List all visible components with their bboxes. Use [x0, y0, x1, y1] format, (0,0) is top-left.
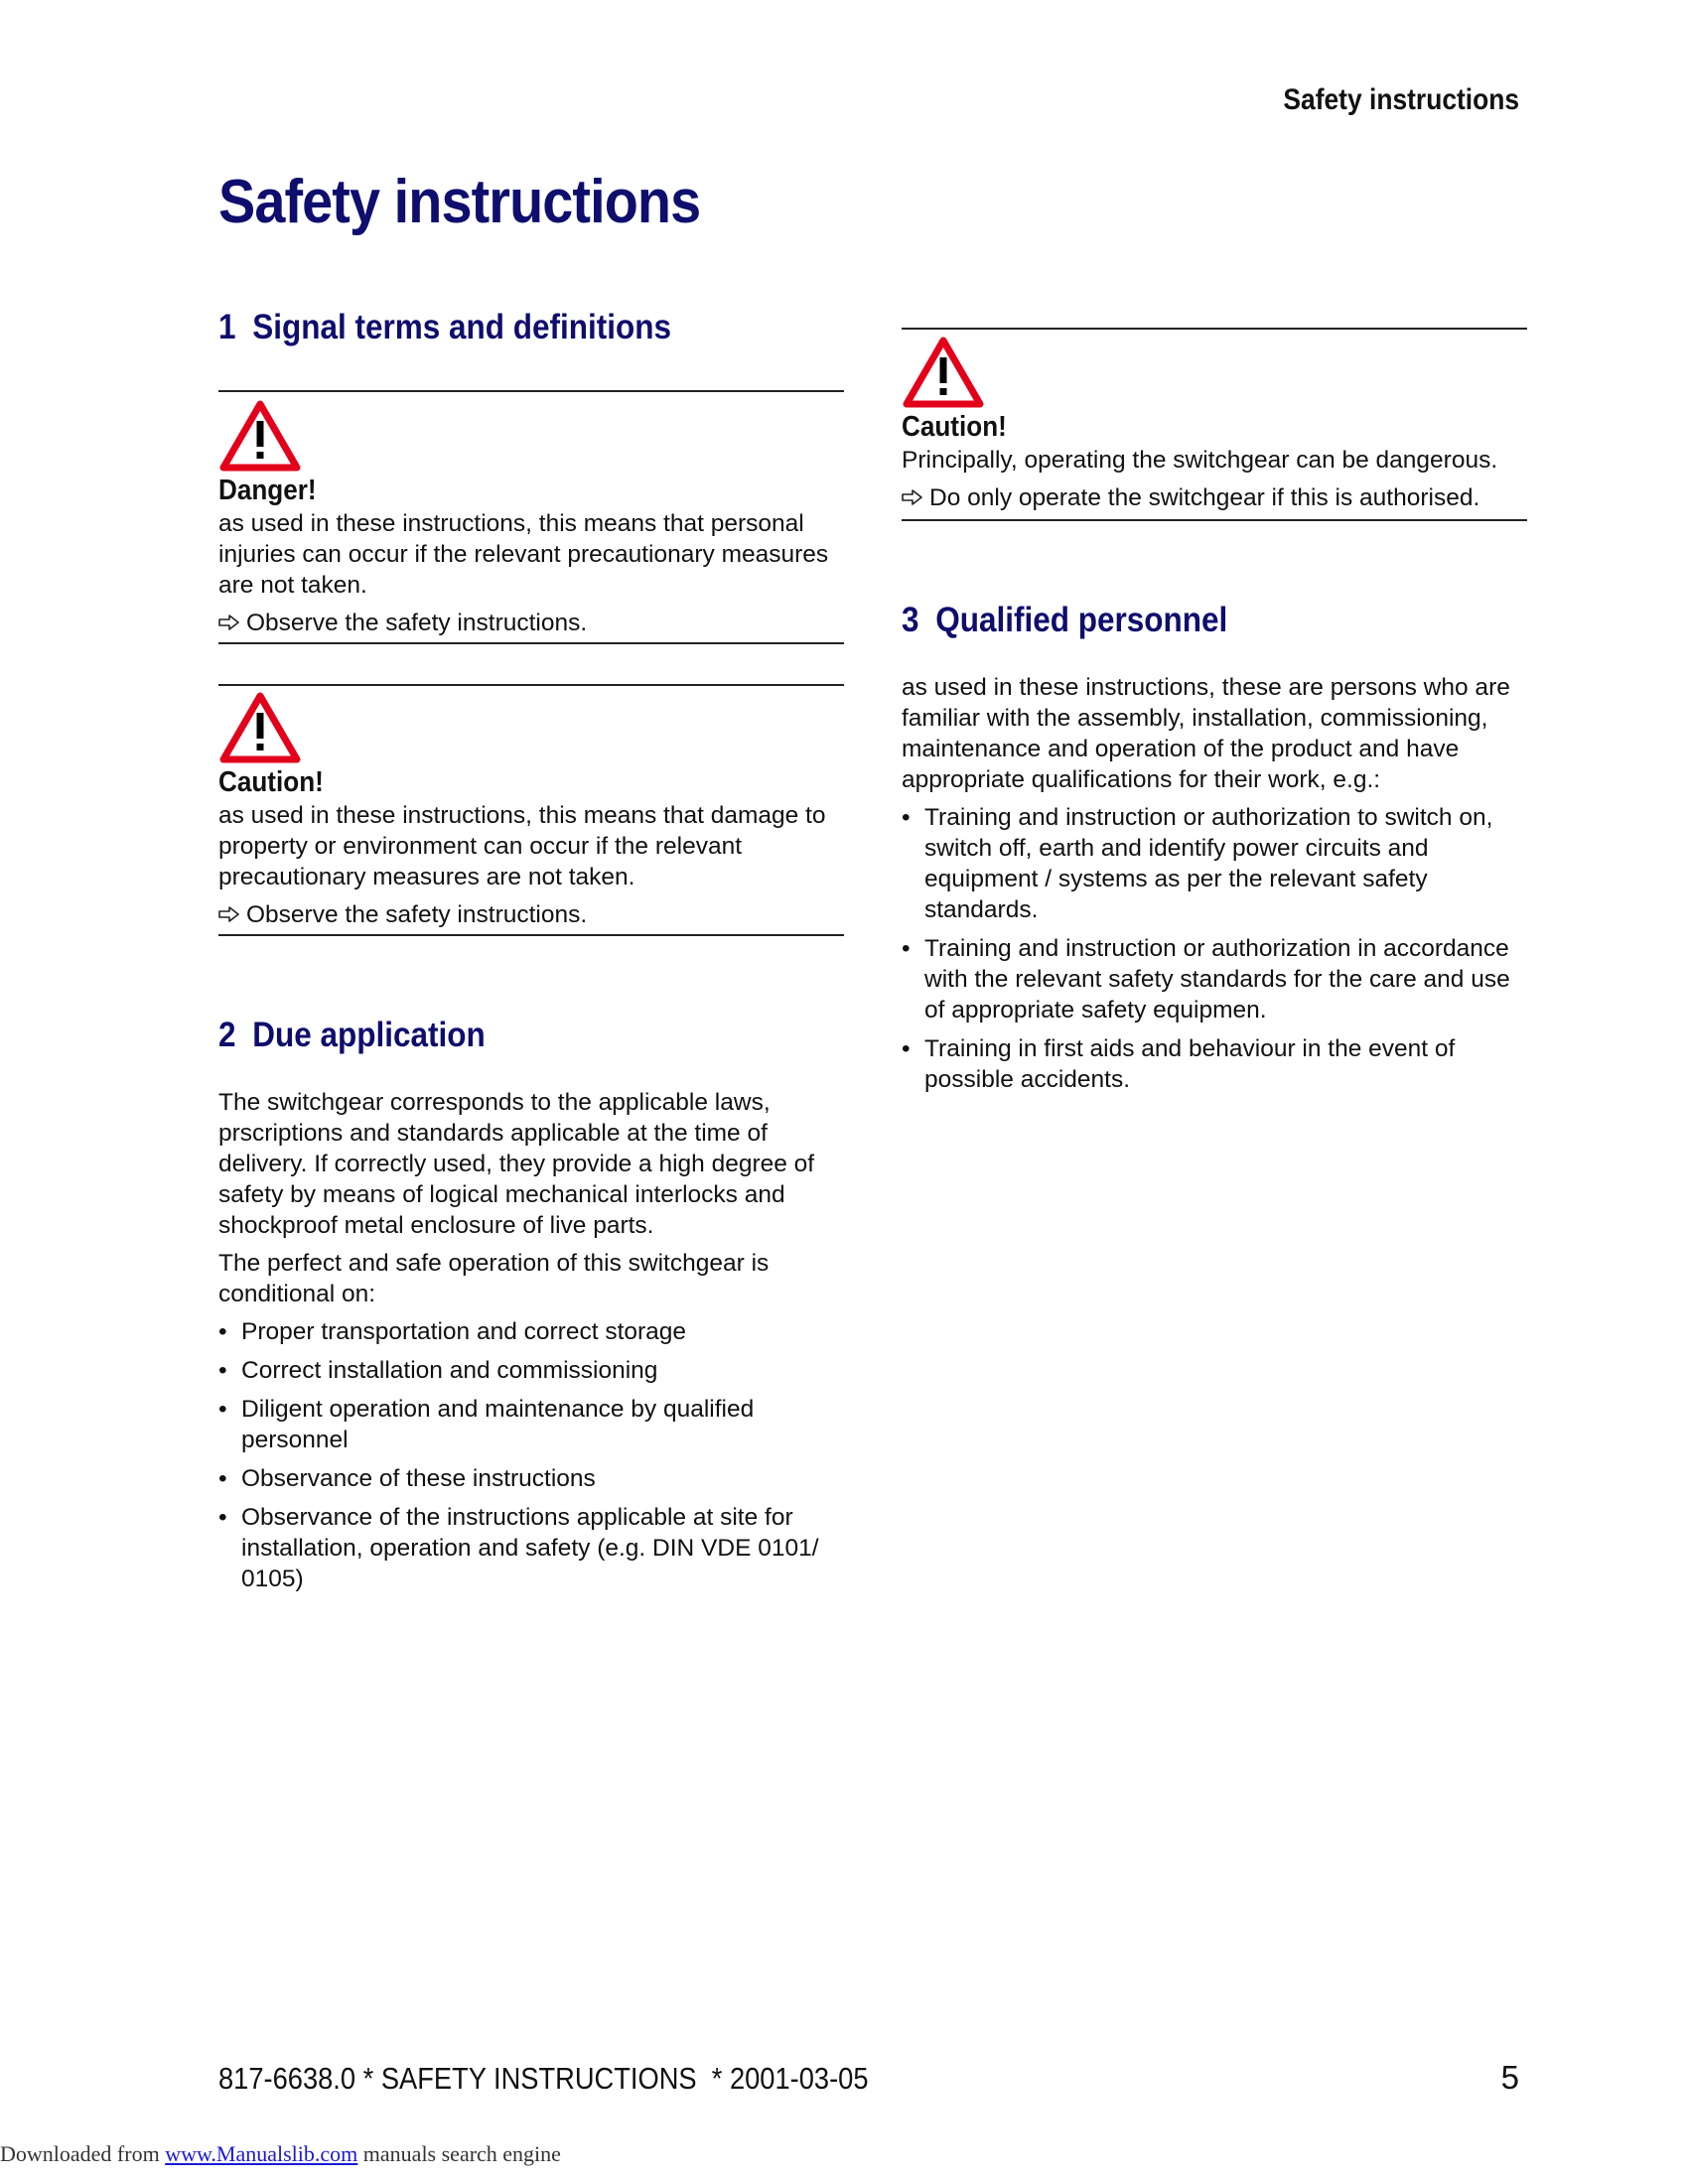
section-3-body — [902, 672, 1527, 1095]
caution-text: Principally, operating the switchgear can be dangerous. — [902, 447, 1498, 474]
section-title: Qualified personnel — [935, 601, 1228, 639]
list-item: • Training in first aids and behaviour in the event of possible accidents. — [902, 1033, 1527, 1095]
page-title: Safety instructions — [218, 168, 701, 236]
danger-label: Danger! — [218, 475, 317, 506]
section-title: Signal terms and definitions — [252, 308, 672, 346]
caution-label: Caution! — [218, 766, 324, 798]
section-1-heading — [218, 308, 781, 347]
arrow-right-icon — [218, 899, 246, 930]
caution-label: Caution! — [902, 411, 1007, 443]
danger-box — [218, 390, 844, 644]
list-item: • Diligent operation and maintenance by qualified personnel — [218, 1394, 844, 1455]
caution-text: as used in these instructions, this means that damage to property or environment can occur if the relevant precautionary measures are not taken. — [218, 802, 826, 890]
list-item: • Proper transportation and correct storage — [218, 1316, 844, 1347]
download-note-suffix: manuals search engine — [357, 2141, 561, 2166]
due-application-paragraph-2: The perfect and safe operation of this switchgear is conditional on: — [218, 1250, 770, 1307]
danger-action-text: Observe the safety instructions. — [246, 610, 588, 636]
list-item: • Observance of these instructions — [218, 1463, 844, 1494]
qualifications-list — [902, 802, 1527, 1095]
download-note-prefix: Downloaded from — [0, 2141, 166, 2166]
manualslib-link[interactable]: www.Manualslib.com — [165, 2141, 358, 2166]
warning-triangle-icon — [902, 336, 985, 409]
section-title: Due application — [252, 1016, 486, 1054]
caution-action-text: Observe the safety instructions. — [246, 901, 588, 928]
right-column — [902, 328, 1527, 1103]
left-column — [218, 308, 844, 1602]
danger-action — [218, 608, 844, 638]
section-3-heading — [902, 601, 1465, 640]
conditions-list — [218, 1316, 844, 1594]
list-item: • Observance of the instructions applicable at site for installation, operation and safety (e.g. DIN VDE 0101/ 0105) — [218, 1502, 844, 1594]
section-number: 3 — [902, 601, 919, 639]
arrow-right-icon — [218, 608, 246, 638]
running-header: Safety instructions — [1283, 83, 1519, 116]
warning-triangle-icon — [218, 399, 302, 473]
caution-box-operation — [902, 328, 1527, 521]
caution-action-text: Do only operate the switchgear if this is authorised. — [929, 484, 1480, 511]
page-number: 5 — [1500, 2059, 1519, 2096]
qualified-personnel-paragraph: as used in these instructions, these are persons who are familiar with the assembly, installation, commissioning, maintenance and operation of the product and have appropriate qualifications for their work, e.g.: — [902, 674, 1510, 793]
caution-action — [218, 899, 844, 930]
list-item: • Training and instruction or authorization in accordance with the relevant safety standards for the care and use of appropriate safety equipmen. — [902, 933, 1527, 1025]
list-item: • Training and instruction or authorization to switch on, switch off, earth and identify power circuits and equipment / systems as per the relevant safety standards. — [902, 802, 1527, 925]
download-note — [0, 2141, 561, 2167]
footer-doc-reference: 817-6638.0 * SAFETY INSTRUCTIONS * 2001-03-05 — [218, 2061, 869, 2096]
due-application-paragraph-1: The switchgear corresponds to the applicable laws, prscriptions and standards applicable at the time of delivery. If correctly used, they provide a high degree of safety by means of logical mechanical interlocks and shockproof metal enclosure of live parts. — [218, 1089, 815, 1239]
caution-box-definition — [218, 684, 844, 936]
caution-action — [902, 482, 1527, 513]
section-number: 1 — [218, 308, 236, 346]
danger-text: as used in these instructions, this means that personal injuries can occur if the relevant precautionary measures are not taken. — [218, 510, 829, 599]
section-number: 2 — [218, 1016, 236, 1054]
section-2-body — [218, 1087, 844, 1594]
arrow-right-icon — [902, 482, 929, 513]
section-2-heading — [218, 1016, 781, 1055]
warning-triangle-icon — [218, 691, 302, 764]
list-item: • Correct installation and commissioning — [218, 1355, 844, 1386]
